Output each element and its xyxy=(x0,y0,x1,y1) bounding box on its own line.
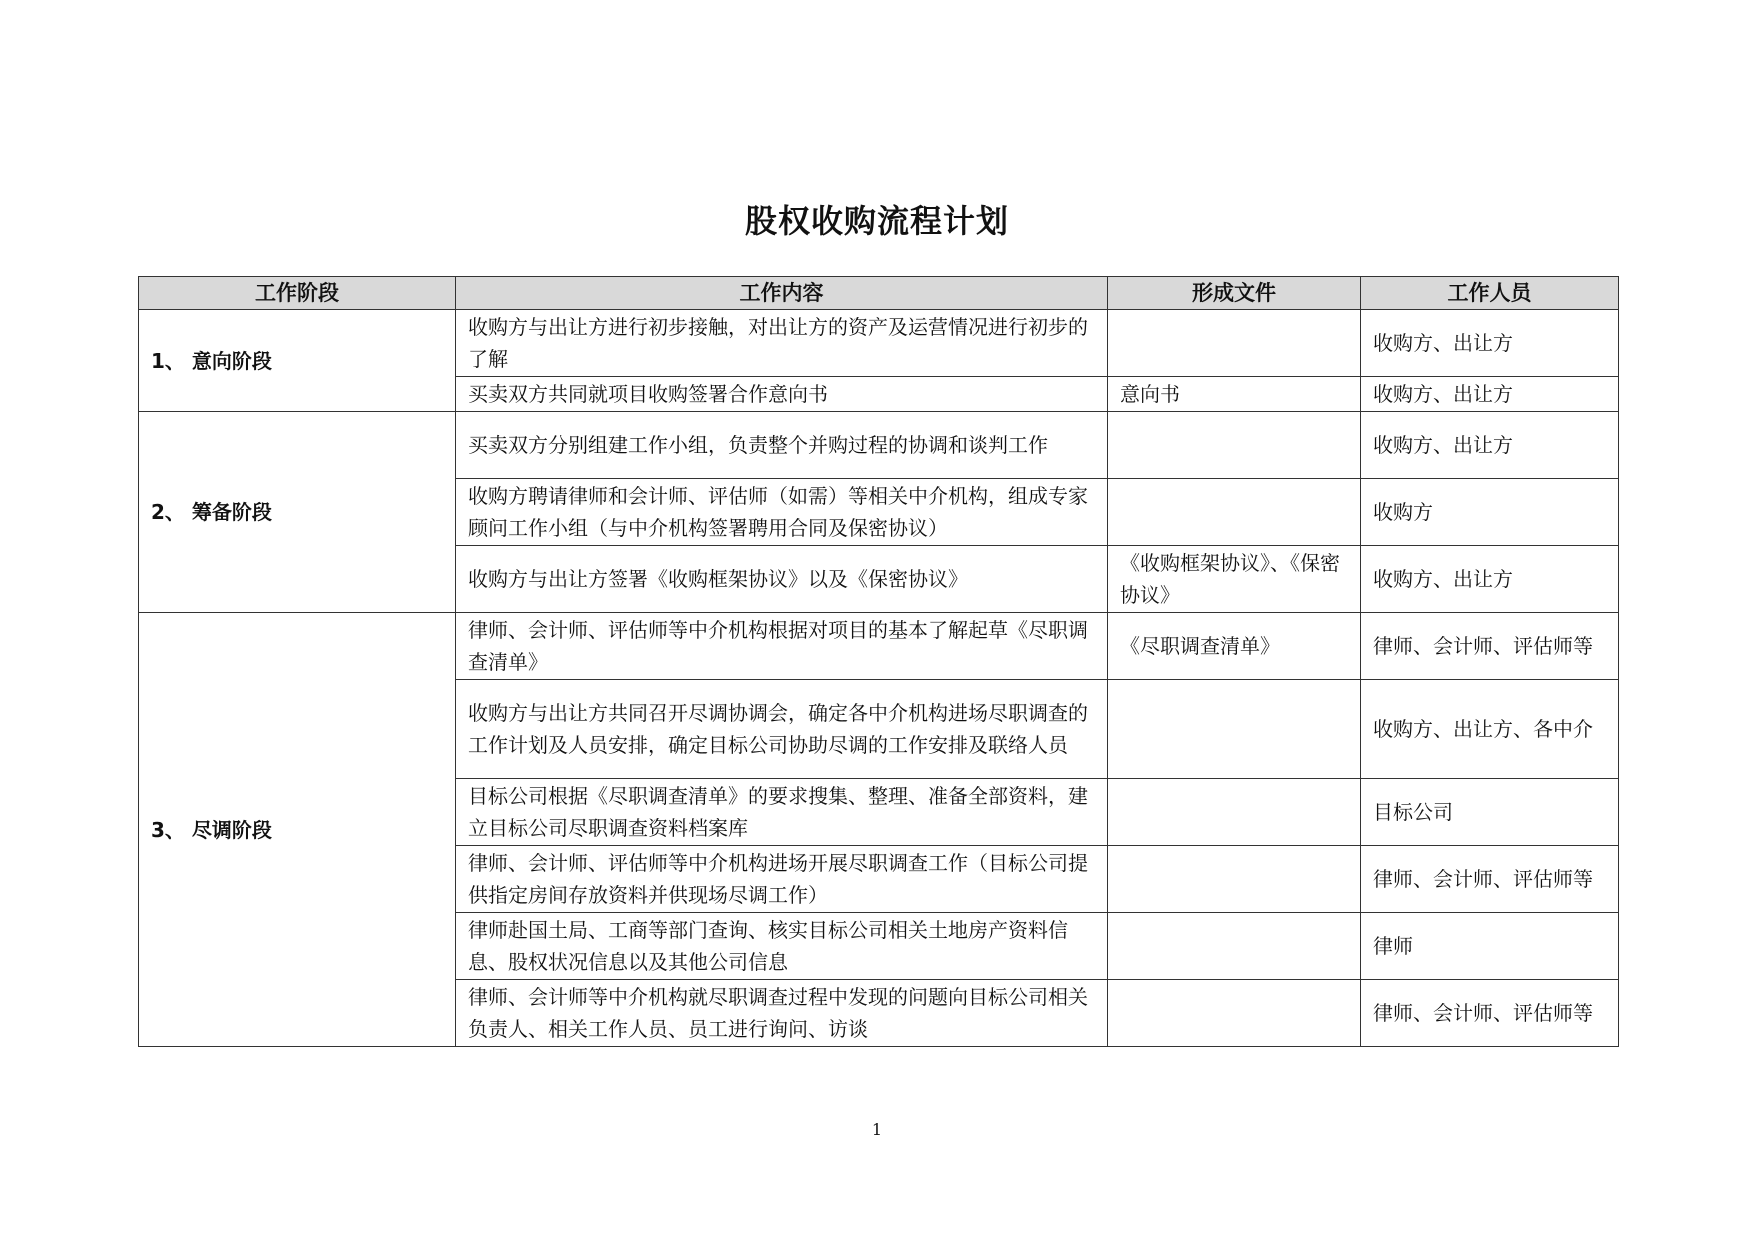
work-staff: 律师、会计师、评估师等 xyxy=(1361,980,1619,1047)
work-content: 收购方与出让方共同召开尽调协调会，确定各中介机构进场尽职调查的工作计划及人员安排，确定目标公司协助尽调的工作安排及联络人员 xyxy=(456,680,1108,779)
work-staff: 律师、会计师、评估师等 xyxy=(1361,613,1619,680)
output-document: 《尽职调查清单》 xyxy=(1108,613,1361,680)
page-number: 1 xyxy=(871,1120,883,1139)
work-staff: 收购方 xyxy=(1361,479,1619,546)
work-content: 律师、会计师、评估师等中介机构进场开展尽职调查工作（目标公司提供指定房间存放资料并供现场尽调工作） xyxy=(456,846,1108,913)
work-content: 收购方与出让方进行初步接触，对出让方的资产及运营情况进行初步的了解 xyxy=(456,310,1108,377)
output-document xyxy=(1108,680,1361,779)
work-content: 收购方与出让方签署《收购框架协议》以及《保密协议》 xyxy=(456,546,1108,613)
table-row xyxy=(139,310,1619,377)
work-staff: 律师、会计师、评估师等 xyxy=(1361,846,1619,913)
work-staff: 收购方、出让方 xyxy=(1361,377,1619,412)
output-document xyxy=(1108,980,1361,1047)
stage-label: 1、 意向阶段 xyxy=(139,310,456,412)
work-staff: 律师 xyxy=(1361,913,1619,980)
stage-label: 2、 筹备阶段 xyxy=(139,412,456,613)
work-staff: 目标公司 xyxy=(1361,779,1619,846)
output-document xyxy=(1108,479,1361,546)
header-document: 形成文件 xyxy=(1108,277,1361,310)
work-staff: 收购方、出让方 xyxy=(1361,310,1619,377)
header-stage: 工作阶段 xyxy=(139,277,456,310)
work-content: 律师赴国土局、工商等部门查询、核实目标公司相关土地房产资料信息、股权状况信息以及其他公司信息 xyxy=(456,913,1108,980)
output-document: 《收购框架协议》、《保密协议》 xyxy=(1108,546,1361,613)
process-plan-table xyxy=(138,276,1619,1047)
work-content: 律师、会计师等中介机构就尽职调查过程中发现的问题向目标公司相关负责人、相关工作人员、员工进行询问、访谈 xyxy=(456,980,1108,1047)
work-content: 目标公司根据《尽职调查清单》的要求搜集、整理、准备全部资料，建立目标公司尽职调查资料档案库 xyxy=(456,779,1108,846)
output-document xyxy=(1108,779,1361,846)
work-staff: 收购方、出让方 xyxy=(1361,412,1619,479)
work-content: 律师、会计师、评估师等中介机构根据对项目的基本了解起草《尽职调查清单》 xyxy=(456,613,1108,680)
header-content: 工作内容 xyxy=(456,277,1108,310)
table-header-row xyxy=(139,277,1619,310)
header-staff: 工作人员 xyxy=(1361,277,1619,310)
table-row xyxy=(139,412,1619,479)
output-document xyxy=(1108,846,1361,913)
work-staff: 收购方、出让方、各中介 xyxy=(1361,680,1619,779)
output-document xyxy=(1108,310,1361,377)
output-document xyxy=(1108,913,1361,980)
work-content: 收购方聘请律师和会计师、评估师（如需）等相关中介机构，组成专家顾问工作小组（与中介机构签署聘用合同及保密协议） xyxy=(456,479,1108,546)
table-row xyxy=(139,613,1619,680)
work-content: 买卖双方共同就项目收购签署合作意向书 xyxy=(456,377,1108,412)
document-title: 股权收购流程计划 xyxy=(744,202,1009,240)
stage-label: 3、 尽调阶段 xyxy=(139,613,456,1047)
output-document: 意向书 xyxy=(1108,377,1361,412)
output-document xyxy=(1108,412,1361,479)
work-content: 买卖双方分别组建工作小组，负责整个并购过程的协调和谈判工作 xyxy=(456,412,1108,479)
work-staff: 收购方、出让方 xyxy=(1361,546,1619,613)
